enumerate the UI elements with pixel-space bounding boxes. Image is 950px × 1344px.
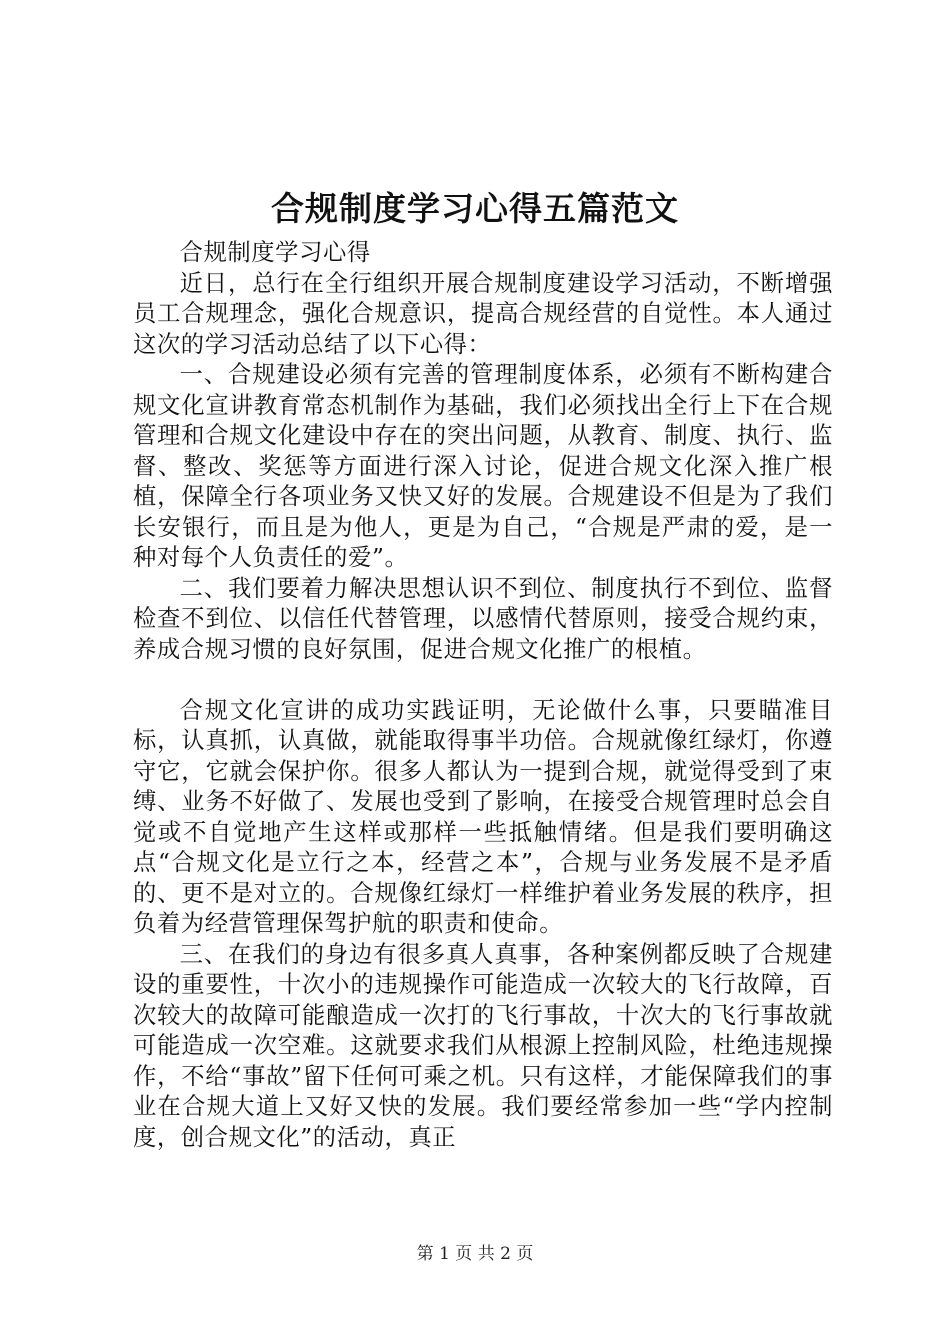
paragraph-spacer bbox=[133, 665, 833, 696]
paragraph-point-two: 二、我们要着力解决思想认识不到位、制度执行不到位、监督检查不到位、以信任代替管理，以感情代替原则，接受合规约束，养成合规习惯的良好氛围，促进合规文化推广的根植。 bbox=[133, 574, 833, 663]
document-title: 合规制度学习心得五篇范文 bbox=[271, 189, 679, 228]
paragraph-point-one: 一、合规建设必须有完善的管理制度体系，必须有不断构建合规文化宣讲教育常态机制作为基础，我们必须找出全行上下在合规管理和合规文化建设中存在的突出问题，从教育、制度、执行、监督、整改、奖惩等方面进行深入讨论，促进合规文化深入推广根植，保障全行各项业务又快又好的发展。合规建设不但是为了我们长安银行，而且是为他人，更是为自己，“合规是严肃的爱，是一种对每个人负责任的爱”。 bbox=[133, 361, 833, 571]
paragraph-point-three: 三、在我们的身边有很多真人真事，各种案例都反映了合规建设的重要性，十次小的违规操作可能造成一次较大的飞行故障，百次较大的故障可能酿造成一次打的飞行事故，十次大的飞行事故就可能造成一次空难。这就要求我们从根源上控制风险，杜绝违规操作，不给“事故”留下任何可乘之机。只有这样，才能保障我们的事业在合规大道上又好又快的发展。我们要经常参加一些“学内控制度，创合规文化”的活动，真正 bbox=[133, 940, 833, 1151]
page-number-footer: 第 1 页 共 2 页 bbox=[416, 1244, 534, 1264]
paragraph-practice: 合规文化宣讲的成功实践证明，无论做什么事，只要瞄准目标，认真抓，认真做，就能取得事半功倍。合规就像红绿灯，你遵守它，它就会保护你。很多人都认为一提到合规，就觉得受到了束缚、业务不好做了、发展也受到了影响，在接受合规管理时总会自觉或不自觉地产生这样或那样一些抵触情绪。但是我们要明确这点“合规文化是立行之本，经营之本”，合规与业务发展不是矛盾的、更不是对立的。合规像红绿灯一样维护着业务发展的秩序，担负着为经营管理保驾护航的职责和使命。 bbox=[133, 696, 833, 937]
paragraph-intro: 近日，总行在全行组织开展合规制度建设学习活动，不断增强员工合规理念，强化合规意识，提高合规经营的自觉性。本人通过这次的学习活动总结了以下心得： bbox=[133, 269, 833, 358]
paragraph-subtitle: 合规制度学习心得 bbox=[179, 239, 371, 266]
document-body bbox=[133, 238, 833, 1153]
